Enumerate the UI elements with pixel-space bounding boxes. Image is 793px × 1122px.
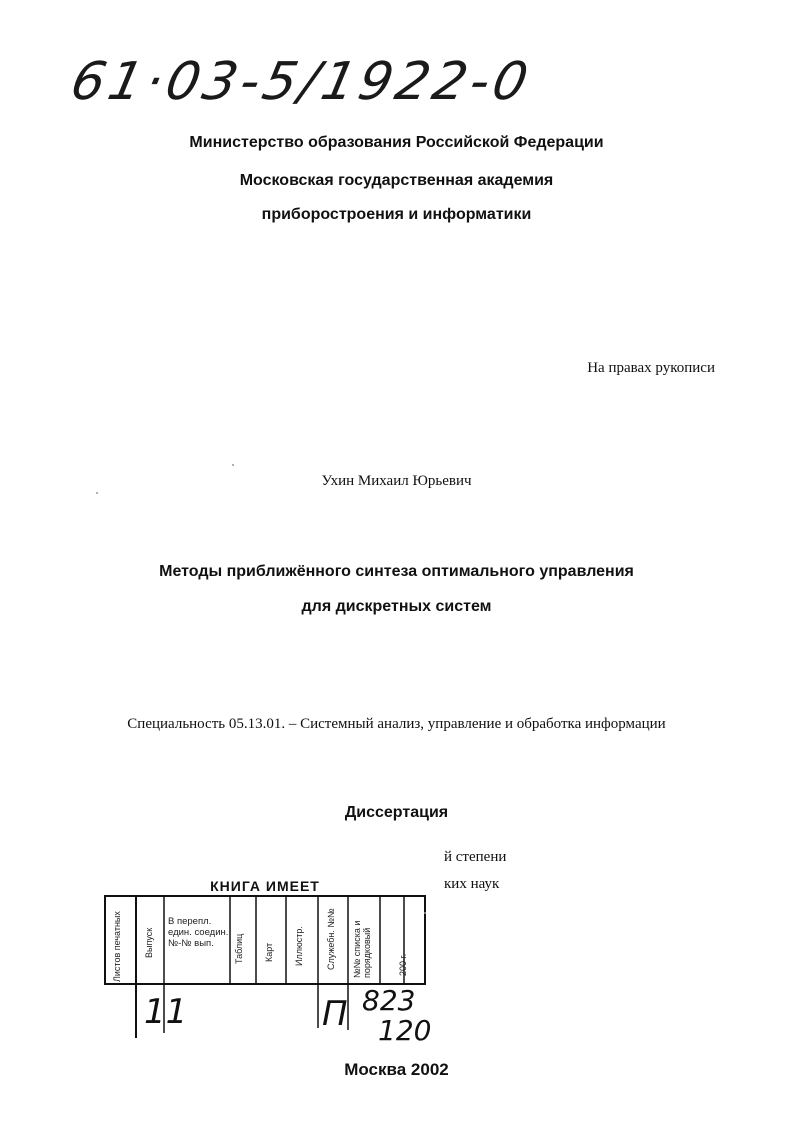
dissertation-title-line2: для дискретных систем <box>301 598 492 615</box>
handwritten-registration-number: 61·03-5/1922-0 <box>65 52 537 112</box>
stamp-col-tables: Таблиц <box>234 933 244 964</box>
stamp-col-maps: Карт <box>264 942 274 962</box>
scan-speck <box>96 492 98 494</box>
stamp-col-sheets: Листов печатных <box>112 911 122 982</box>
specialty-line: Специальность 05.13.01. – Системный анализ, управление и обработка информации <box>127 716 666 732</box>
stamp-col-illustrations: Иллюстр. <box>294 926 304 966</box>
dissertation-title-line1: Методы приближённого синтеза оптимального управления <box>159 563 634 580</box>
institute-heading: приборостроения и информатики <box>261 206 532 223</box>
degree-fragment-line1: й степени <box>444 849 507 865</box>
stamp-value-sheets: 11 <box>144 992 188 1032</box>
stamp-title: КНИГА ИМЕЕТ <box>210 878 320 894</box>
degree-fragment-line2: ких наук <box>444 876 500 892</box>
stamp-value-number-bottom: 120 <box>378 1014 432 1047</box>
rights-note: На правах рукописи <box>587 360 715 376</box>
stamp-col-list-numbers: №№ списка и порядковый <box>352 920 372 978</box>
stamp-col-binding: В перепл. един. соедин. №-№ вып. <box>168 916 229 949</box>
scan-speck <box>232 464 234 466</box>
scan-speck <box>424 912 426 914</box>
stamp-col-year: 200 г. <box>398 953 408 976</box>
stamp-value-number-top: 823 <box>362 984 416 1017</box>
stamp-value-illustrations: П <box>322 994 348 1034</box>
stamp-col-service-numbers: Служебн. №№ <box>326 908 336 970</box>
academy-heading: Московская государственная академия <box>239 172 554 189</box>
ministry-heading: Министерство образования Российской Федерации <box>189 134 604 151</box>
city-year: Москва 2002 <box>344 1060 449 1079</box>
author-name: Ухин Михаил Юрьевич <box>321 473 472 489</box>
stamp-col-issue: Выпуск <box>144 927 154 958</box>
document-type: Диссертация <box>344 804 449 821</box>
